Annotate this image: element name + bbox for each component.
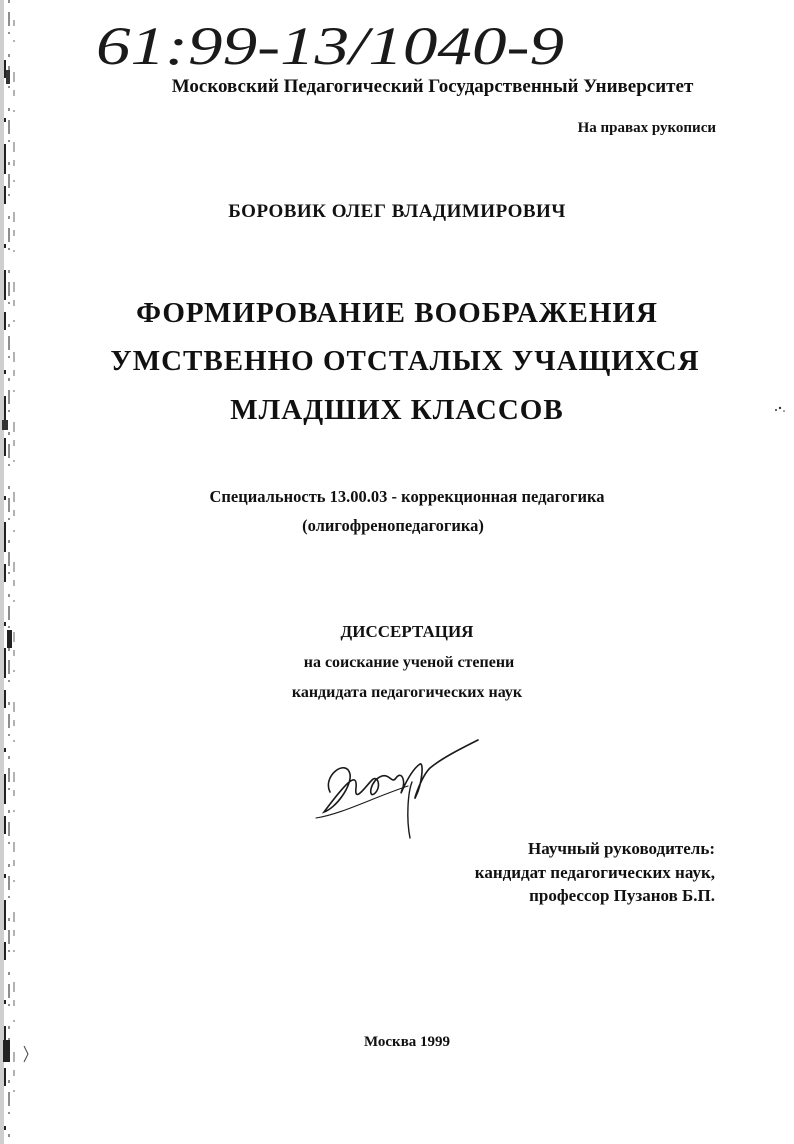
author-signature	[312, 728, 480, 840]
supervisor-heading: Научный руководитель:	[528, 839, 715, 858]
city-year: Москва 1999	[363, 1034, 451, 1050]
specialty-line-2: (олигофренопедагогика)	[302, 516, 484, 535]
dissertation-type: ДИССЕРТАЦИЯ	[340, 622, 474, 641]
title-line-3: МЛАДШИХ КЛАССОВ	[230, 394, 564, 426]
title-line-1: ФОРМИРОВАНИЕ ВООБРАЖЕНИЯ	[136, 297, 658, 329]
author-name: БОРОВИК ОЛЕГ ВЛАДИМИРОВИЧ	[228, 201, 566, 222]
title-line-2: УМСТВЕННО ОТСТАЛЫХ УЧАЩИХСЯ	[110, 345, 700, 377]
university-name: Московский Педагогический Государственный Университет	[171, 76, 694, 97]
specialty-line-1: Специальность 13.00.03 - коррекционная педагогика	[209, 487, 605, 506]
degree-line-1: на соискание ученой степени	[303, 654, 515, 671]
manuscript-rights-note: На правах рукописи	[577, 120, 716, 136]
supervisor-degree: кандидат педагогических наук,	[474, 863, 715, 882]
archive-code-handwritten	[96, 8, 566, 76]
supervisor-name: профессор Пузанов Б.П.	[529, 886, 715, 905]
scan-specks	[770, 400, 790, 420]
degree-line-2: кандидата педагогических наук	[291, 684, 523, 701]
archive-code-text: 61:99-13/1040-9	[96, 16, 564, 76]
scan-binding-edge	[0, 0, 30, 1144]
